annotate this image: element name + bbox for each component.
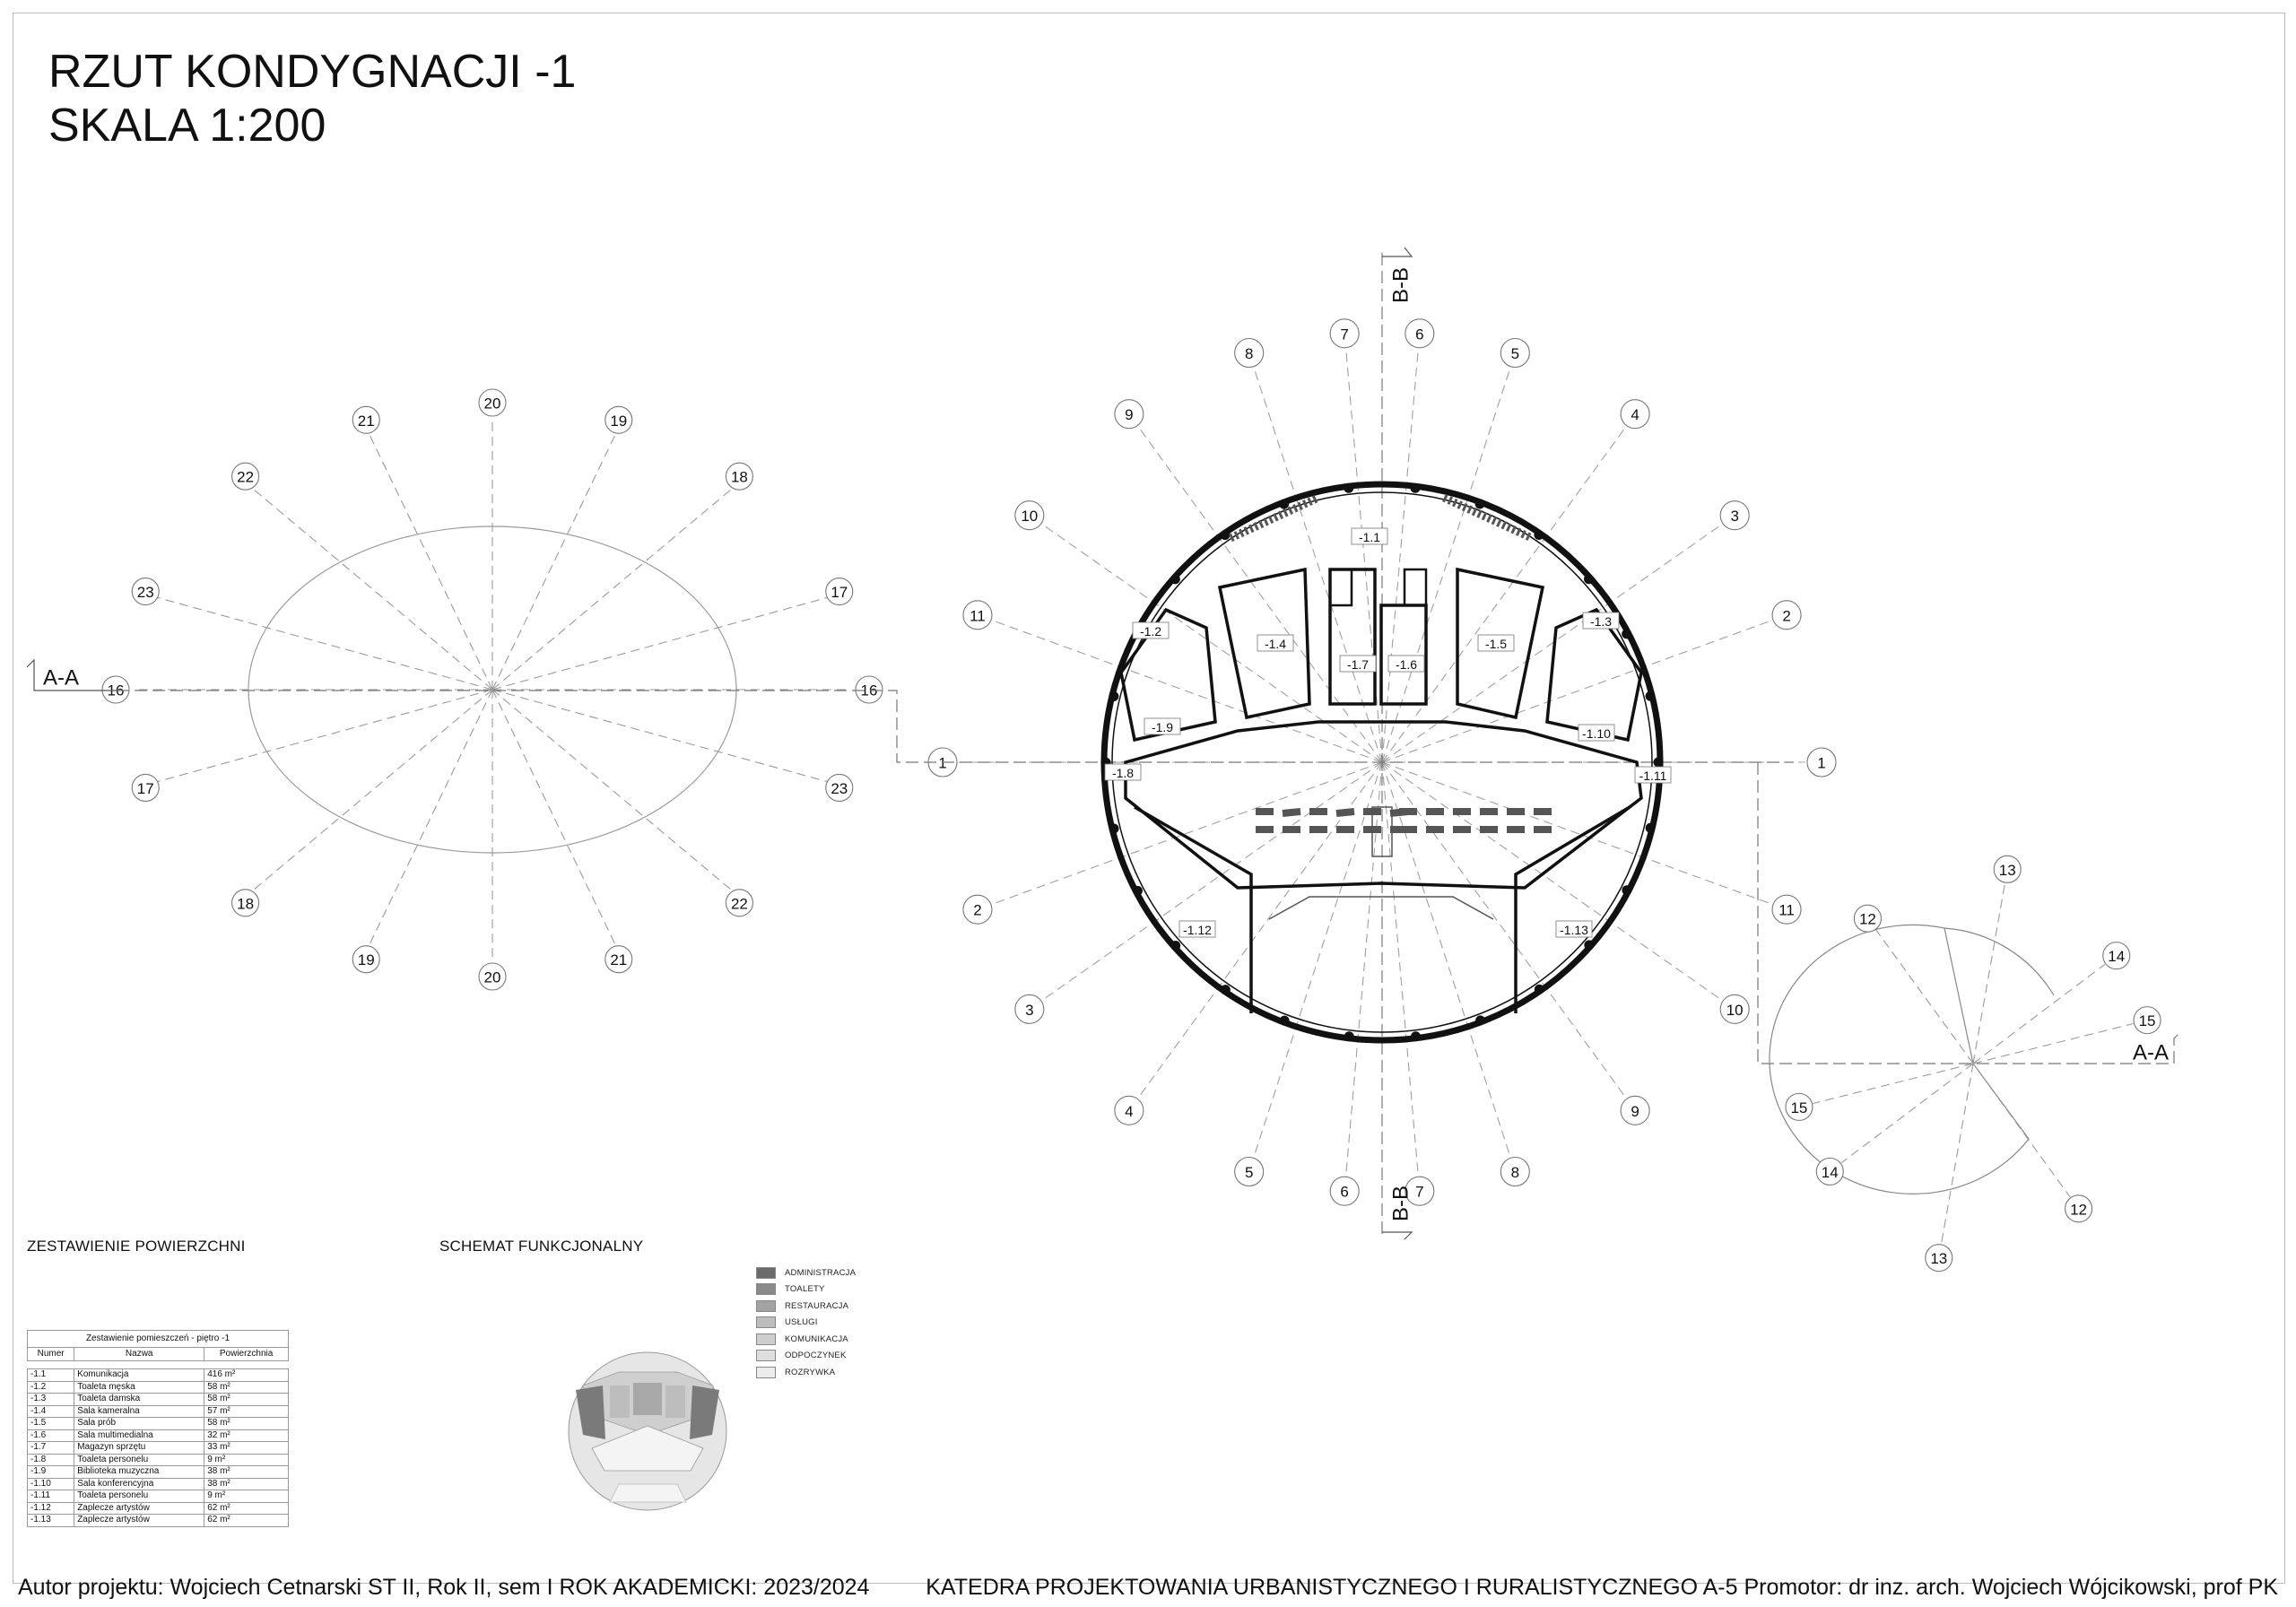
areas-heading: ZESTAWIENIE POWIERZCHNI — [27, 1238, 246, 1255]
left-axis-number: 20 — [483, 969, 501, 986]
stage-outline — [1269, 897, 1493, 919]
legend-label: RESTAURACJA — [785, 1300, 849, 1311]
room-number: -1.12 — [1183, 923, 1212, 937]
left-axis-number: 22 — [730, 895, 748, 913]
left-axis-number: 18 — [730, 468, 748, 486]
main-axis-number: 5 — [1244, 1164, 1254, 1182]
cell-name: Sala kameralna — [74, 1405, 204, 1418]
main-axis-line — [993, 762, 1382, 904]
left-axis-line — [370, 690, 492, 944]
cell-area: 62 m² — [204, 1515, 289, 1527]
legend-item — [756, 1348, 856, 1365]
room-number: -1.11 — [1639, 769, 1667, 783]
room-number: -1.1 — [1358, 530, 1381, 544]
legend-item — [756, 1315, 856, 1332]
main-axis-number: 1 — [938, 754, 947, 772]
cell-area: 58 m² — [204, 1418, 289, 1430]
cell-number: -1.8 — [28, 1454, 74, 1466]
seat-row — [1390, 812, 1408, 813]
right-axis-line — [1973, 883, 2005, 1064]
section-aa-left: A-A — [43, 665, 80, 691]
column — [1411, 1031, 1421, 1041]
column — [1170, 574, 1180, 584]
right-axis-number: 15 — [1790, 1099, 1808, 1116]
seat-row — [1336, 812, 1354, 813]
cell-number: -1.2 — [28, 1381, 74, 1394]
left-axis-line — [155, 690, 492, 782]
right-axis-number: 15 — [2138, 1012, 2156, 1030]
main-axis-line — [1382, 525, 1721, 762]
cell-area: 58 m² — [204, 1381, 289, 1394]
left-axis-line — [252, 489, 492, 690]
left-axis-line — [492, 597, 830, 690]
schema-right-block — [665, 1385, 685, 1418]
left-axis-line — [492, 690, 830, 782]
main-axis-number: 6 — [1415, 326, 1424, 343]
left-axis-line — [492, 690, 615, 944]
column — [1584, 574, 1594, 584]
cell-number: -1.1 — [28, 1369, 74, 1382]
table-row — [28, 1466, 289, 1479]
legend-label: ROZRYWKA — [785, 1367, 836, 1377]
table-row — [28, 1394, 289, 1406]
main-axis-number: 3 — [1730, 508, 1739, 526]
legend-item — [756, 1331, 856, 1348]
schema-left-block — [610, 1385, 630, 1418]
schema-heading: SCHEMAT FUNKCJONALNY — [439, 1238, 644, 1255]
drawing-scale: SKALA 1:200 — [48, 100, 326, 152]
bb-marker-bottom — [1382, 1232, 1412, 1239]
cell-number: -1.4 — [28, 1405, 74, 1418]
cell-name: Toaleta personelu — [74, 1490, 204, 1503]
table-row — [28, 1454, 289, 1466]
main-axis-line — [1382, 762, 1510, 1156]
legend-item — [756, 1281, 856, 1299]
main-axis-line — [1382, 762, 1771, 904]
main-axis-number: 10 — [1726, 1001, 1744, 1019]
cell-name: Sala prób — [74, 1418, 204, 1430]
column — [1535, 985, 1544, 995]
right-axis-line — [1813, 1064, 1973, 1104]
main-axis-number: 10 — [1021, 508, 1039, 526]
right-axis-line — [1841, 1064, 1973, 1163]
left-axis-number: 17 — [831, 584, 848, 602]
schema-center-block — [633, 1383, 662, 1415]
cell-number: -1.10 — [28, 1478, 74, 1490]
main-axis-line — [1382, 350, 1418, 762]
column — [1475, 499, 1485, 508]
room-number: -1.6 — [1395, 657, 1418, 672]
cell-name: Komunikacja — [74, 1369, 204, 1382]
table-row — [28, 1381, 289, 1394]
cell-name: Magazyn sprzętu — [74, 1442, 204, 1455]
main-axis-line — [993, 621, 1382, 762]
table-row — [28, 1405, 289, 1418]
left-axis-number: 19 — [610, 412, 628, 430]
left-wing-wall — [1135, 807, 1251, 1013]
legend-swatch — [756, 1367, 776, 1378]
aa-section-line — [117, 691, 1794, 762]
function-legend — [756, 1264, 856, 1381]
main-axis-number: 4 — [1631, 406, 1639, 424]
main-axis-line — [1382, 621, 1771, 762]
legend-label: TOALETY — [785, 1284, 825, 1295]
room-number: -1.7 — [1346, 657, 1370, 672]
cell-area: 33 m² — [204, 1442, 289, 1455]
main-axis-number: 9 — [1125, 406, 1134, 424]
right-axis-line — [1973, 1023, 2134, 1064]
right-wing-wall — [1516, 807, 1630, 1013]
left-axis-number: 23 — [831, 779, 848, 797]
table-row — [28, 1502, 289, 1515]
cell-area: 9 m² — [204, 1490, 289, 1503]
legend-swatch — [756, 1300, 776, 1312]
right-axis-line — [1973, 964, 2105, 1064]
right-axis-number: 12 — [2070, 1201, 2088, 1219]
right-axis-number: 14 — [1821, 1163, 1839, 1181]
cell-area: 38 m² — [204, 1466, 289, 1479]
section-bb-top: B-B — [1388, 266, 1413, 304]
left-axis-number: 18 — [237, 895, 255, 913]
main-axis-number: 1 — [1817, 754, 1826, 772]
area-table-caption: Zestawienie pomieszczeń - piętro -1 — [28, 1331, 289, 1348]
room-number: -1.5 — [1484, 637, 1508, 651]
column — [1646, 691, 1656, 701]
table-row — [28, 1490, 289, 1503]
bb-marker-top — [1382, 248, 1412, 256]
cell-area: 9 m² — [204, 1454, 289, 1466]
legend-item — [756, 1298, 856, 1315]
left-axis-number: 21 — [357, 412, 375, 430]
cell-number: -1.9 — [28, 1466, 74, 1479]
left-axis-line — [492, 690, 733, 890]
main-axis-number: 6 — [1340, 1183, 1349, 1201]
section-bb-bottom: B-B — [1388, 1185, 1413, 1222]
right-axis-number: 13 — [1930, 1250, 1948, 1268]
aa-section-line-right — [1758, 762, 2181, 1064]
left-axis-line — [370, 435, 492, 690]
right-axis-number: 12 — [1858, 910, 1876, 928]
right-axis-number: 13 — [1998, 861, 2016, 879]
cell-area: 38 m² — [204, 1478, 289, 1490]
section-aa-right: A-A — [2132, 1040, 2170, 1065]
left-axis-line — [252, 690, 492, 890]
room-number: -1.4 — [1264, 637, 1287, 651]
department-info: KATEDRA PROJEKTOWANIA URBANISTYCZNEGO I RURALISTYCZNEGO A-5 Promotor: dr inz. arch. Wojciech Wójcikowski, prof PK — [926, 1575, 2278, 1600]
column — [1280, 1016, 1290, 1026]
legend-item — [756, 1364, 856, 1381]
column — [1170, 941, 1180, 951]
column — [1109, 823, 1119, 833]
cell-area: 416 m² — [204, 1369, 289, 1382]
main-axis-line — [1254, 762, 1382, 1156]
room-number: -1.8 — [1111, 766, 1135, 780]
legend-swatch — [756, 1333, 776, 1345]
small-plan-arc — [1944, 928, 2054, 995]
room-number: -1.13 — [1560, 923, 1588, 937]
column — [1344, 483, 1353, 493]
main-axis-number: 2 — [973, 901, 982, 919]
cell-area: 62 m² — [204, 1502, 289, 1515]
seat-row — [1283, 812, 1300, 813]
cell-number: -1.3 — [28, 1394, 74, 1406]
column — [1344, 1031, 1354, 1041]
main-axis-number: 8 — [1510, 1164, 1520, 1182]
main-axis-line — [1382, 762, 1418, 1175]
room-number: -1.9 — [1151, 720, 1174, 734]
column — [1221, 985, 1231, 995]
main-axis-number: 5 — [1510, 344, 1520, 362]
legend-label: ADMINISTRACJA — [785, 1267, 857, 1278]
schema-stage — [610, 1484, 686, 1502]
main-axis-number: 2 — [1782, 607, 1791, 625]
legend-swatch — [756, 1283, 776, 1295]
cell-name: Toaleta damska — [74, 1394, 204, 1406]
legend-item — [756, 1264, 856, 1281]
cell-number: -1.13 — [28, 1515, 74, 1527]
main-axis-number: 4 — [1125, 1102, 1134, 1120]
legend-swatch — [756, 1316, 776, 1328]
left-axis-number: 21 — [610, 951, 628, 969]
col-header-area: Powierzchnia — [204, 1348, 289, 1361]
main-axis-number: 3 — [1025, 1001, 1034, 1019]
col-header-name: Nazwa — [74, 1348, 204, 1361]
left-axis-line — [492, 435, 615, 690]
cell-number: -1.12 — [28, 1502, 74, 1515]
column — [1220, 530, 1230, 540]
area-table — [27, 1330, 289, 1527]
table-row — [28, 1429, 289, 1442]
column — [1534, 530, 1544, 540]
main-axis-number: 7 — [1415, 1183, 1424, 1201]
area-table-body — [28, 1369, 289, 1527]
table-row — [28, 1478, 289, 1490]
cell-name: Biblioteka muzyczna — [74, 1466, 204, 1479]
left-axis-line — [155, 597, 492, 690]
column — [1411, 483, 1421, 493]
column — [1279, 499, 1289, 509]
table-row — [28, 1515, 289, 1527]
column — [1584, 940, 1594, 950]
cell-name: Zaplecze artystów — [74, 1502, 204, 1515]
legend-swatch — [756, 1267, 776, 1279]
column — [1475, 1015, 1485, 1025]
table-row — [28, 1442, 289, 1455]
main-axis-line — [1043, 762, 1382, 1000]
main-axis-line — [1382, 762, 1721, 1000]
main-axis-number: 9 — [1631, 1102, 1639, 1120]
table-row — [28, 1418, 289, 1430]
left-axis-number: 17 — [136, 779, 154, 797]
shaft-right — [1405, 569, 1426, 605]
cell-name: Toaleta personelu — [74, 1454, 204, 1466]
left-axis-number: 16 — [107, 682, 125, 699]
left-axis-number: 23 — [136, 584, 154, 602]
main-axis-number: 7 — [1340, 326, 1349, 343]
legend-label: ODPOCZYNEK — [785, 1351, 847, 1361]
legend-label: KOMUNIKACJA — [785, 1333, 848, 1344]
column — [1109, 691, 1118, 701]
legend-swatch — [756, 1350, 776, 1361]
column — [1133, 886, 1143, 896]
cell-name: Sala konferencyjna — [74, 1478, 204, 1490]
main-axis-line — [1346, 762, 1382, 1175]
main-axis-line — [1138, 427, 1382, 762]
col-header-number: Numer — [28, 1348, 74, 1361]
cell-name: Zaplecze artystów — [74, 1515, 204, 1527]
left-axis-number: 19 — [357, 951, 375, 969]
right-axis-number: 14 — [2108, 948, 2126, 966]
table-row — [28, 1369, 289, 1382]
cell-area: 32 m² — [204, 1429, 289, 1442]
cell-number: -1.11 — [28, 1490, 74, 1503]
column — [1622, 629, 1631, 638]
legend-label: USŁUGI — [785, 1317, 818, 1328]
left-axis-number: 16 — [860, 682, 878, 699]
left-axis-number: 20 — [483, 395, 501, 413]
cell-area: 57 m² — [204, 1405, 289, 1418]
room-1-6 — [1381, 605, 1426, 704]
main-axis-number: 11 — [1779, 901, 1795, 919]
left-axis-number: 22 — [237, 468, 255, 486]
shaft-left — [1330, 569, 1352, 605]
main-axis-number: 8 — [1244, 344, 1254, 362]
cell-number: -1.5 — [28, 1418, 74, 1430]
author-info: Autor projektu: Wojciech Cetnarski ST II, Rok II, sem I ROK AKADEMICKI: 2023/2024 — [18, 1575, 870, 1600]
room-number: -1.3 — [1589, 614, 1613, 629]
right-axis-line — [1942, 1064, 1973, 1244]
cell-area: 58 m² — [204, 1394, 289, 1406]
cell-name: Toaleta męska — [74, 1381, 204, 1394]
main-axis-number: 11 — [970, 607, 986, 625]
cell-number: -1.7 — [28, 1442, 74, 1455]
column — [1622, 885, 1631, 895]
main-axis-line — [1346, 350, 1382, 762]
cell-number: -1.6 — [28, 1429, 74, 1442]
column — [1646, 823, 1656, 833]
cell-name: Sala multimedialna — [74, 1429, 204, 1442]
left-axis-line — [492, 489, 733, 690]
room-number: -1.2 — [1139, 624, 1162, 638]
main-axis-line — [1382, 427, 1626, 762]
drawing-title: RZUT KONDYGNACJI -1 — [48, 46, 577, 98]
room-number: -1.10 — [1582, 726, 1611, 741]
column — [1654, 758, 1664, 768]
